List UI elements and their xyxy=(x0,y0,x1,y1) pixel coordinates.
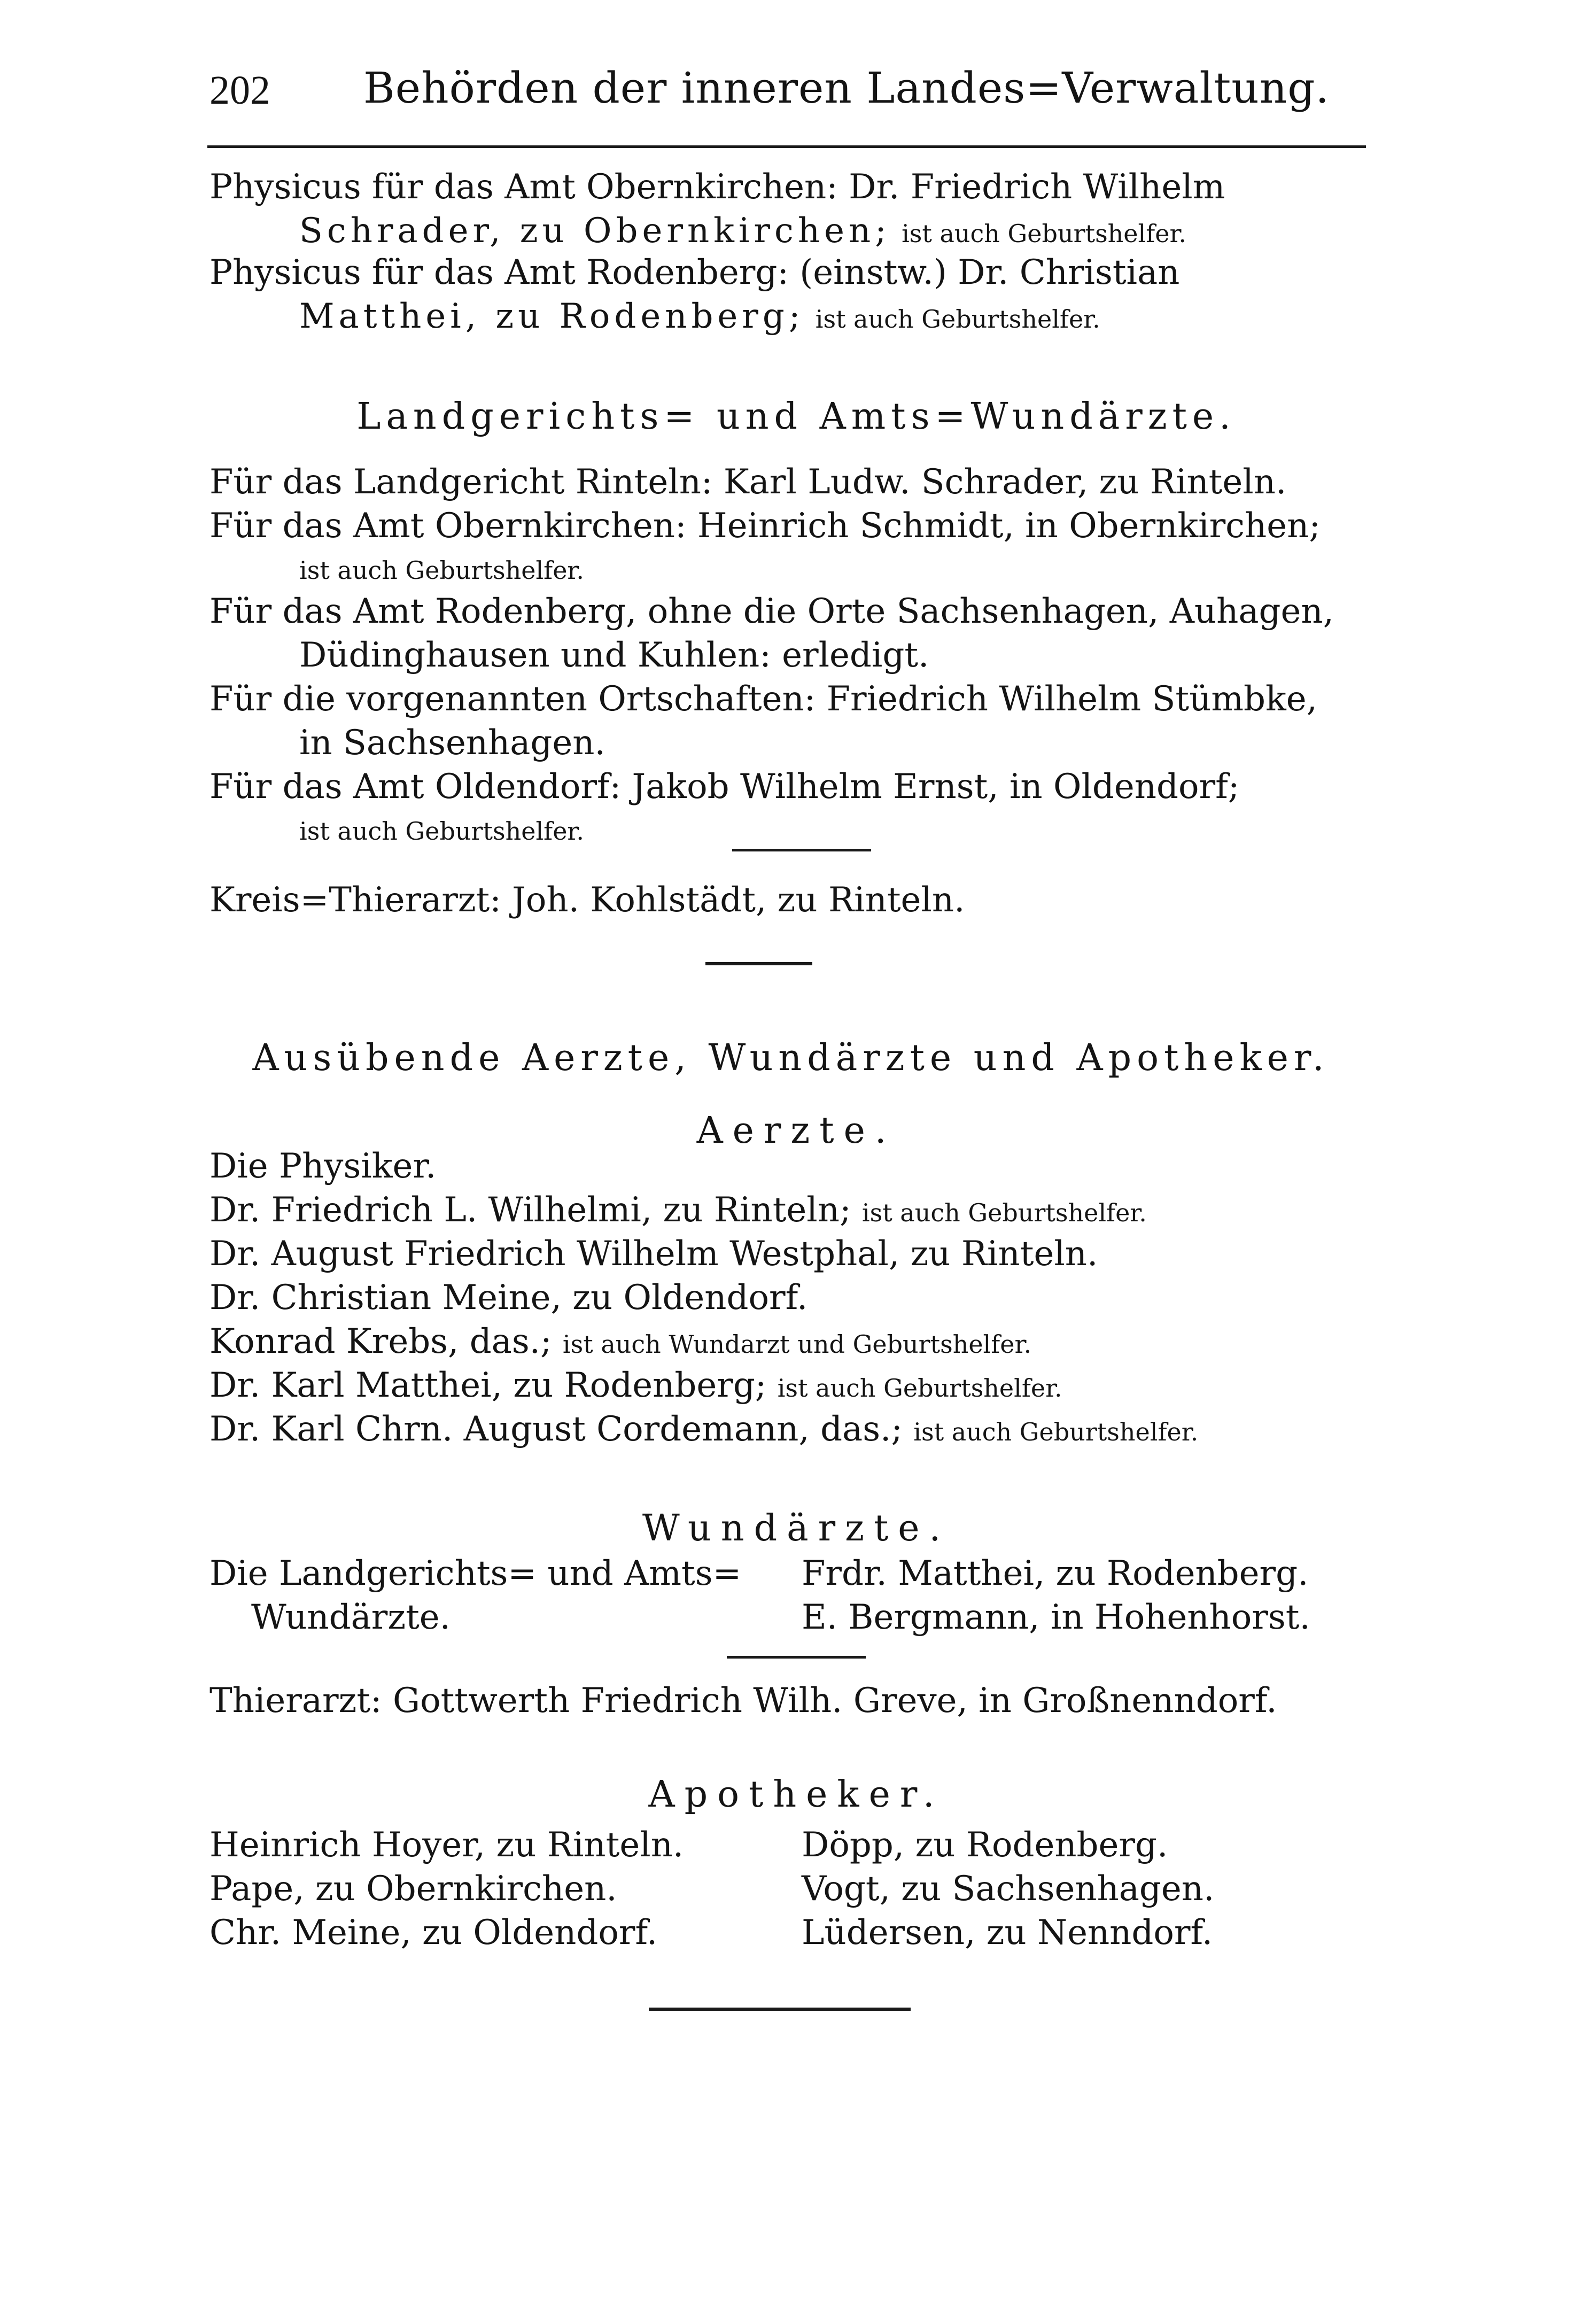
arzt-7 xyxy=(209,1409,1199,1449)
wundarzt-right-1: Frdr. Matthei, zu Rodenberg. xyxy=(802,1554,1309,1593)
arzt-6 xyxy=(209,1368,1062,1403)
wundarzt-line-5: Düdinghausen und Kuhlen: erledigt. xyxy=(299,636,929,675)
physicus-1-name: Schrader, zu Obernkirchen; xyxy=(299,211,891,251)
arzt-6-name: Dr. Karl Matthei, zu Rodenberg; xyxy=(209,1366,767,1405)
wundarzt-line-7: in Sachsenhagen. xyxy=(299,723,605,763)
arzt-2-name: Dr. Friedrich L. Wilhelmi, zu Rinteln; xyxy=(209,1190,851,1230)
arzt-4: Dr. Christian Meine, zu Oldendorf. xyxy=(209,1278,808,1318)
subheading-wundaerzte: Wundärzte. xyxy=(642,1507,951,1550)
physicus-2-name: Matthei, zu Rodenberg; xyxy=(299,297,805,336)
physicus-2-line1: Physicus für das Amt Rodenberg: (einstw.) Dr. Christian xyxy=(209,253,1180,292)
section-heading-wundaerzte: Landgerichts= und Amts=Wundärzte. xyxy=(356,396,1236,438)
arzt-5-name: Konrad Krebs, das.; xyxy=(209,1322,552,1361)
page-number: 202 xyxy=(209,68,270,113)
wundarzt-left-1: Die Landgerichts= und Amts= xyxy=(209,1554,742,1593)
thierarzt: Thierarzt: Gottwerth Friedrich Wilh. Greve, in Großnenndorf. xyxy=(209,1681,1277,1721)
wundarzt-line-9: ist auch Geburtshelfer. xyxy=(299,817,584,846)
wundarzt-line-4: Für das Amt Rodenberg, ohne die Orte Sachsenhagen, Auhagen, xyxy=(209,592,1334,631)
arzt-5 xyxy=(209,1324,1031,1359)
apotheker-left-2: Pape, zu Obernkirchen. xyxy=(209,1869,617,1909)
wundarzt-line-6: Für die vorgenannten Ortschaften: Friedrich Wilhelm Stümbke, xyxy=(209,679,1317,719)
footer-rule xyxy=(649,2008,911,2011)
section-heading-ausuebende: Ausübende Aerzte, Wundärzte und Apotheker. xyxy=(252,1037,1330,1079)
subheading-apotheker: Apotheker. xyxy=(648,1773,944,1816)
subheading-aerzte: Aerzte. xyxy=(696,1110,896,1152)
apotheker-right-3: Lüdersen, zu Nenndorf. xyxy=(802,1913,1213,1953)
physicus-2-note: ist auch Geburtshelfer. xyxy=(815,305,1100,334)
apotheker-right-2: Vogt, zu Sachsenhagen. xyxy=(802,1869,1215,1909)
arzt-2-note: ist auch Geburtshelfer. xyxy=(861,1198,1147,1227)
apotheker-left-1: Heinrich Hoyer, zu Rinteln. xyxy=(209,1825,684,1865)
header-rule xyxy=(207,145,1366,148)
arzt-1: Die Physiker. xyxy=(209,1146,437,1186)
divider-short-2 xyxy=(705,962,812,965)
wundarzt-right-2: E. Bergmann, in Hohenhorst. xyxy=(802,1598,1310,1637)
arzt-2 xyxy=(209,1190,1147,1230)
arzt-5-note: ist auch Wundarzt und Geburtshelfer. xyxy=(562,1330,1032,1359)
wundarzt-line-1: Für das Landgericht Rinteln: Karl Ludw. Schrader, zu Rinteln. xyxy=(209,462,1287,502)
apotheker-right-1: Döpp, zu Rodenberg. xyxy=(802,1825,1168,1865)
apotheker-left-3: Chr. Meine, zu Oldendorf. xyxy=(209,1913,658,1953)
arzt-6-note: ist auch Geburtshelfer. xyxy=(777,1374,1062,1403)
wundarzt-left-2: Wundärzte. xyxy=(251,1598,451,1637)
wundarzt-line-2: Für das Amt Obernkirchen: Heinrich Schmidt, in Obernkirchen; xyxy=(209,506,1321,546)
physicus-1-line2 xyxy=(299,211,1187,251)
divider-short-1 xyxy=(732,849,871,851)
running-head: Behörden der inneren Landes=Verwaltung. xyxy=(363,63,1330,113)
divider-short-3 xyxy=(727,1656,866,1659)
physicus-2-line2 xyxy=(299,299,1100,334)
arzt-7-note: ist auch Geburtshelfer. xyxy=(913,1417,1199,1446)
kreis-thierarzt: Kreis=Thierarzt: Joh. Kohlstädt, zu Rinteln. xyxy=(209,880,965,920)
arzt-3: Dr. August Friedrich Wilhelm Westphal, zu Rinteln. xyxy=(209,1234,1098,1274)
physicus-1-note: ist auch Geburtshelfer. xyxy=(902,219,1187,248)
wundarzt-line-8: Für das Amt Oldendorf: Jakob Wilhelm Ernst, in Oldendorf; xyxy=(209,767,1240,807)
physicus-1-line1: Physicus für das Amt Obernkirchen: Dr. Friedrich Wilhelm xyxy=(209,167,1225,207)
arzt-7-name: Dr. Karl Chrn. August Cordemann, das.; xyxy=(209,1409,903,1449)
wundarzt-line-3: ist auch Geburtshelfer. xyxy=(299,556,584,585)
